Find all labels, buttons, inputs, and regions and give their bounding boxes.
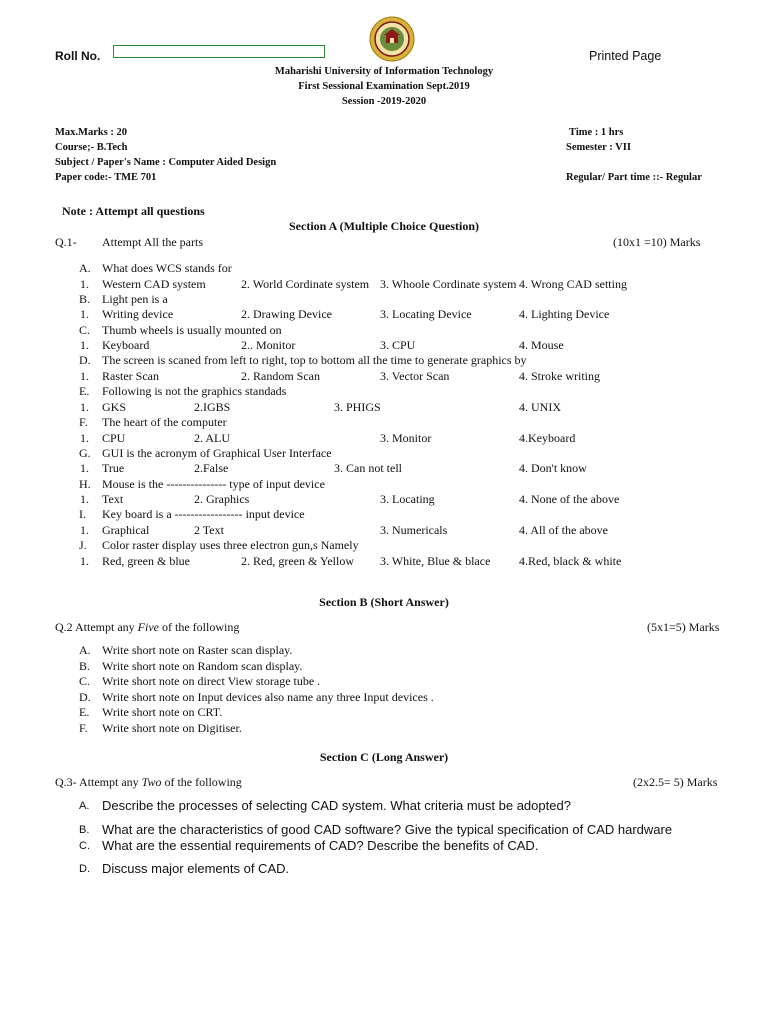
mcq-question-letter: C. [79,322,91,337]
roll-label: Roll No. [55,49,101,63]
mcq-option[interactable]: 3. Locating Device [380,307,472,322]
mcq-option[interactable]: 4. Lighting Device [519,307,610,322]
mcq-option[interactable]: CPU [102,430,126,445]
mcq-option[interactable]: 3. Vector Scan [380,368,450,383]
q1-number: Q.1- [55,235,77,249]
mcq-option[interactable]: 3. White, Blue & blace [380,553,491,568]
semester: Semester : VII [566,142,631,153]
q2-text [55,620,239,635]
section-b-item: Write short note on Digitiser. [102,720,242,735]
q2-suffix: of the following [159,620,240,634]
mcq-option[interactable]: 2. Red, green & Yellow [241,553,354,568]
section-b-item: Write short note on CRT. [102,705,223,719]
mcq-option[interactable]: 2. ALU [194,430,230,445]
mcq-question-letter: F. [79,415,88,429]
mcq-option[interactable]: 4. Stroke writing [519,368,600,383]
mcq-question-letter: J. [79,538,87,553]
mcq-option-number: 1. [80,492,89,507]
mcq-option[interactable]: 2.IGBS [194,399,231,414]
mcq-option[interactable]: 4. None of the above [519,492,620,507]
mcq-option[interactable]: 3. CPU [380,338,416,353]
mcq-option[interactable]: Western CAD system [102,276,206,291]
mcq-question-text: Color raster display uses three electron gun,s Namely [102,538,359,553]
mcq-question-text: Mouse is the --------------- type of input device [102,476,325,491]
mcq-option-number: 1. [80,461,89,476]
mcq-option[interactable]: Keyboard [102,338,150,353]
course: Course;- B.Tech [55,142,128,153]
mcq-option[interactable]: 3. Whoole Cordinate system [380,276,517,291]
mcq-question-letter: B. [79,291,91,306]
exam-title: First Sessional Examination Sept.2019 [298,81,470,92]
mcq-option[interactable]: True [102,461,125,476]
mcq-question-letter: E. [79,384,90,399]
mcq-option-number: 1. [80,368,89,383]
mcq-option[interactable]: 3. Monitor [380,430,432,445]
mcq-option-number: 1. [80,553,89,568]
mcq-option-number: 1. [80,307,89,322]
mcq-option[interactable]: 4.Keyboard [519,430,576,445]
mcq-option[interactable]: 2. Random Scan [241,368,320,383]
q2-marks: (5x1=5) Marks [647,620,720,634]
mcq-option[interactable]: 3. Numericals [380,522,448,537]
q1-marks: (10x1 =10) Marks [613,235,701,249]
mcq-option-number: 1. [80,430,89,445]
mcq-option[interactable]: 3. PHIGS [334,399,381,414]
roll-number-field[interactable] [113,45,325,58]
mcq-option[interactable]: 2. World Cordinate system [241,276,370,291]
university-seal-icon [369,16,415,62]
section-b-item: Write short note on Random scan display. [102,658,303,673]
mcq-option[interactable]: 2 Text [194,522,224,537]
mcq-option[interactable]: Text [102,492,124,507]
mcq-option[interactable]: Writing device [102,307,174,322]
printed-page-label: Printed Page [589,49,662,63]
q2-count: Five [137,620,159,634]
section-b-letter: A. [79,643,91,657]
section-c-letter: D. [79,863,90,875]
mcq-question-text: Thumb wheels is usually mounted on [102,322,282,337]
mcq-option-number: 1. [80,276,89,291]
mcq-question-text: The screen is scaned from left to right, top to bottom all the time to generate graphics by [102,353,527,368]
section-b-letter: F. [79,720,88,735]
section-b-letter: C. [79,674,91,688]
mcq-question-text: Following is not the graphics standads [102,384,287,399]
mcq-option[interactable]: 2. Graphics [194,492,250,507]
mcq-question-letter: I. [79,507,86,522]
section-b-title: Section B (Short Answer) [319,595,449,609]
mcq-question-letter: H. [79,476,91,491]
max-marks: Max.Marks : 20 [55,127,128,138]
q3-prefix: Q.3- Attempt any [55,775,142,789]
mcq-option[interactable]: GKS [102,399,127,414]
mcq-question-letter: D. [79,353,91,368]
subject: Subject / Paper's Name : Computer Aided Design [55,157,277,168]
mcq-question-text: GUI is the acronym of Graphical User Interface [102,445,332,460]
mcq-option[interactable]: 3. Can not tell [334,461,402,476]
section-c-item: Discuss major elements of CAD. [102,861,290,876]
section-c-letter: C. [79,840,90,852]
q1-text: Attempt All the parts [102,235,203,249]
mcq-option[interactable]: 4. All of the above [519,522,608,537]
section-b-item: Write short note on direct View storage tube . [102,674,321,688]
mcq-option[interactable]: Raster Scan [102,368,159,383]
note: Note : Attempt all questions [62,204,205,218]
q3-marks: (2x2.5= 5) Marks [633,775,718,789]
section-c-item: What are the essential requirements of CAD? Describe the benefits of CAD. [102,838,539,853]
mcq-question-letter: A. [79,261,91,275]
section-c-letter: A. [79,800,90,812]
section-a-title: Section A (Multiple Choice Question) [289,219,479,233]
mcq-option[interactable]: Graphical [102,522,150,537]
mcq-question-text: Light pen is a [102,291,168,306]
paper-code: Paper code:- TME 701 [55,172,157,183]
mcq-option-number: 1. [80,338,89,353]
section-b-item: Write short note on Raster scan display. [102,643,293,657]
mcq-option-number: 1. [80,522,89,537]
mcq-option[interactable]: 4.Red, black & white [519,553,622,568]
mcq-option[interactable]: 4. Wrong CAD setting [519,276,627,291]
section-b-letter: E. [79,705,90,719]
mcq-question-letter: G. [79,445,91,460]
mcq-option[interactable]: 4. Don't know [519,461,587,476]
section-c-item: What are the characteristics of good CAD software? Give the typical specification of CAD hardware [102,822,673,837]
mcq-question-text: Key board is a ----------------- input device [102,507,305,522]
section-b-letter: B. [79,658,91,673]
q3-count: Two [141,775,162,789]
mcq-question-text: The heart of the computer [102,415,227,429]
mcq-option[interactable]: 3. Locating [380,492,435,507]
q2-prefix: Q.2 Attempt any [55,620,138,634]
section-b-letter: D. [79,689,91,704]
time: Time : 1 hrs [569,127,624,138]
session-title: Session -2019-2020 [341,96,427,107]
section-c-item: Describe the processes of selecting CAD system. What criteria must be adopted? [102,798,571,813]
mcq-option-number: 1. [80,399,89,414]
mcq-question-text: What does WCS stands for [102,261,232,275]
section-b-item: Write short note on Input devices also name any three Input devices . [102,689,434,704]
mcq-option[interactable]: 4. UNIX [519,399,561,414]
mcq-option[interactable]: 4. Mouse [519,338,564,353]
regular-part-time: Regular/ Part time ::- Regular [566,172,702,183]
mcq-option[interactable]: Red, green & blue [102,553,190,568]
section-c-letter: B. [79,824,90,836]
mcq-option[interactable]: 2. Drawing Device [241,307,332,322]
section-c-title: Section C (Long Answer) [319,750,449,764]
q3-suffix: of the following [161,775,242,789]
mcq-option[interactable]: 2.. Monitor [241,338,296,353]
q3-text [55,775,242,790]
university-name: Maharishi University of Information Technology [274,66,494,77]
mcq-option[interactable]: 2.False [194,461,229,476]
